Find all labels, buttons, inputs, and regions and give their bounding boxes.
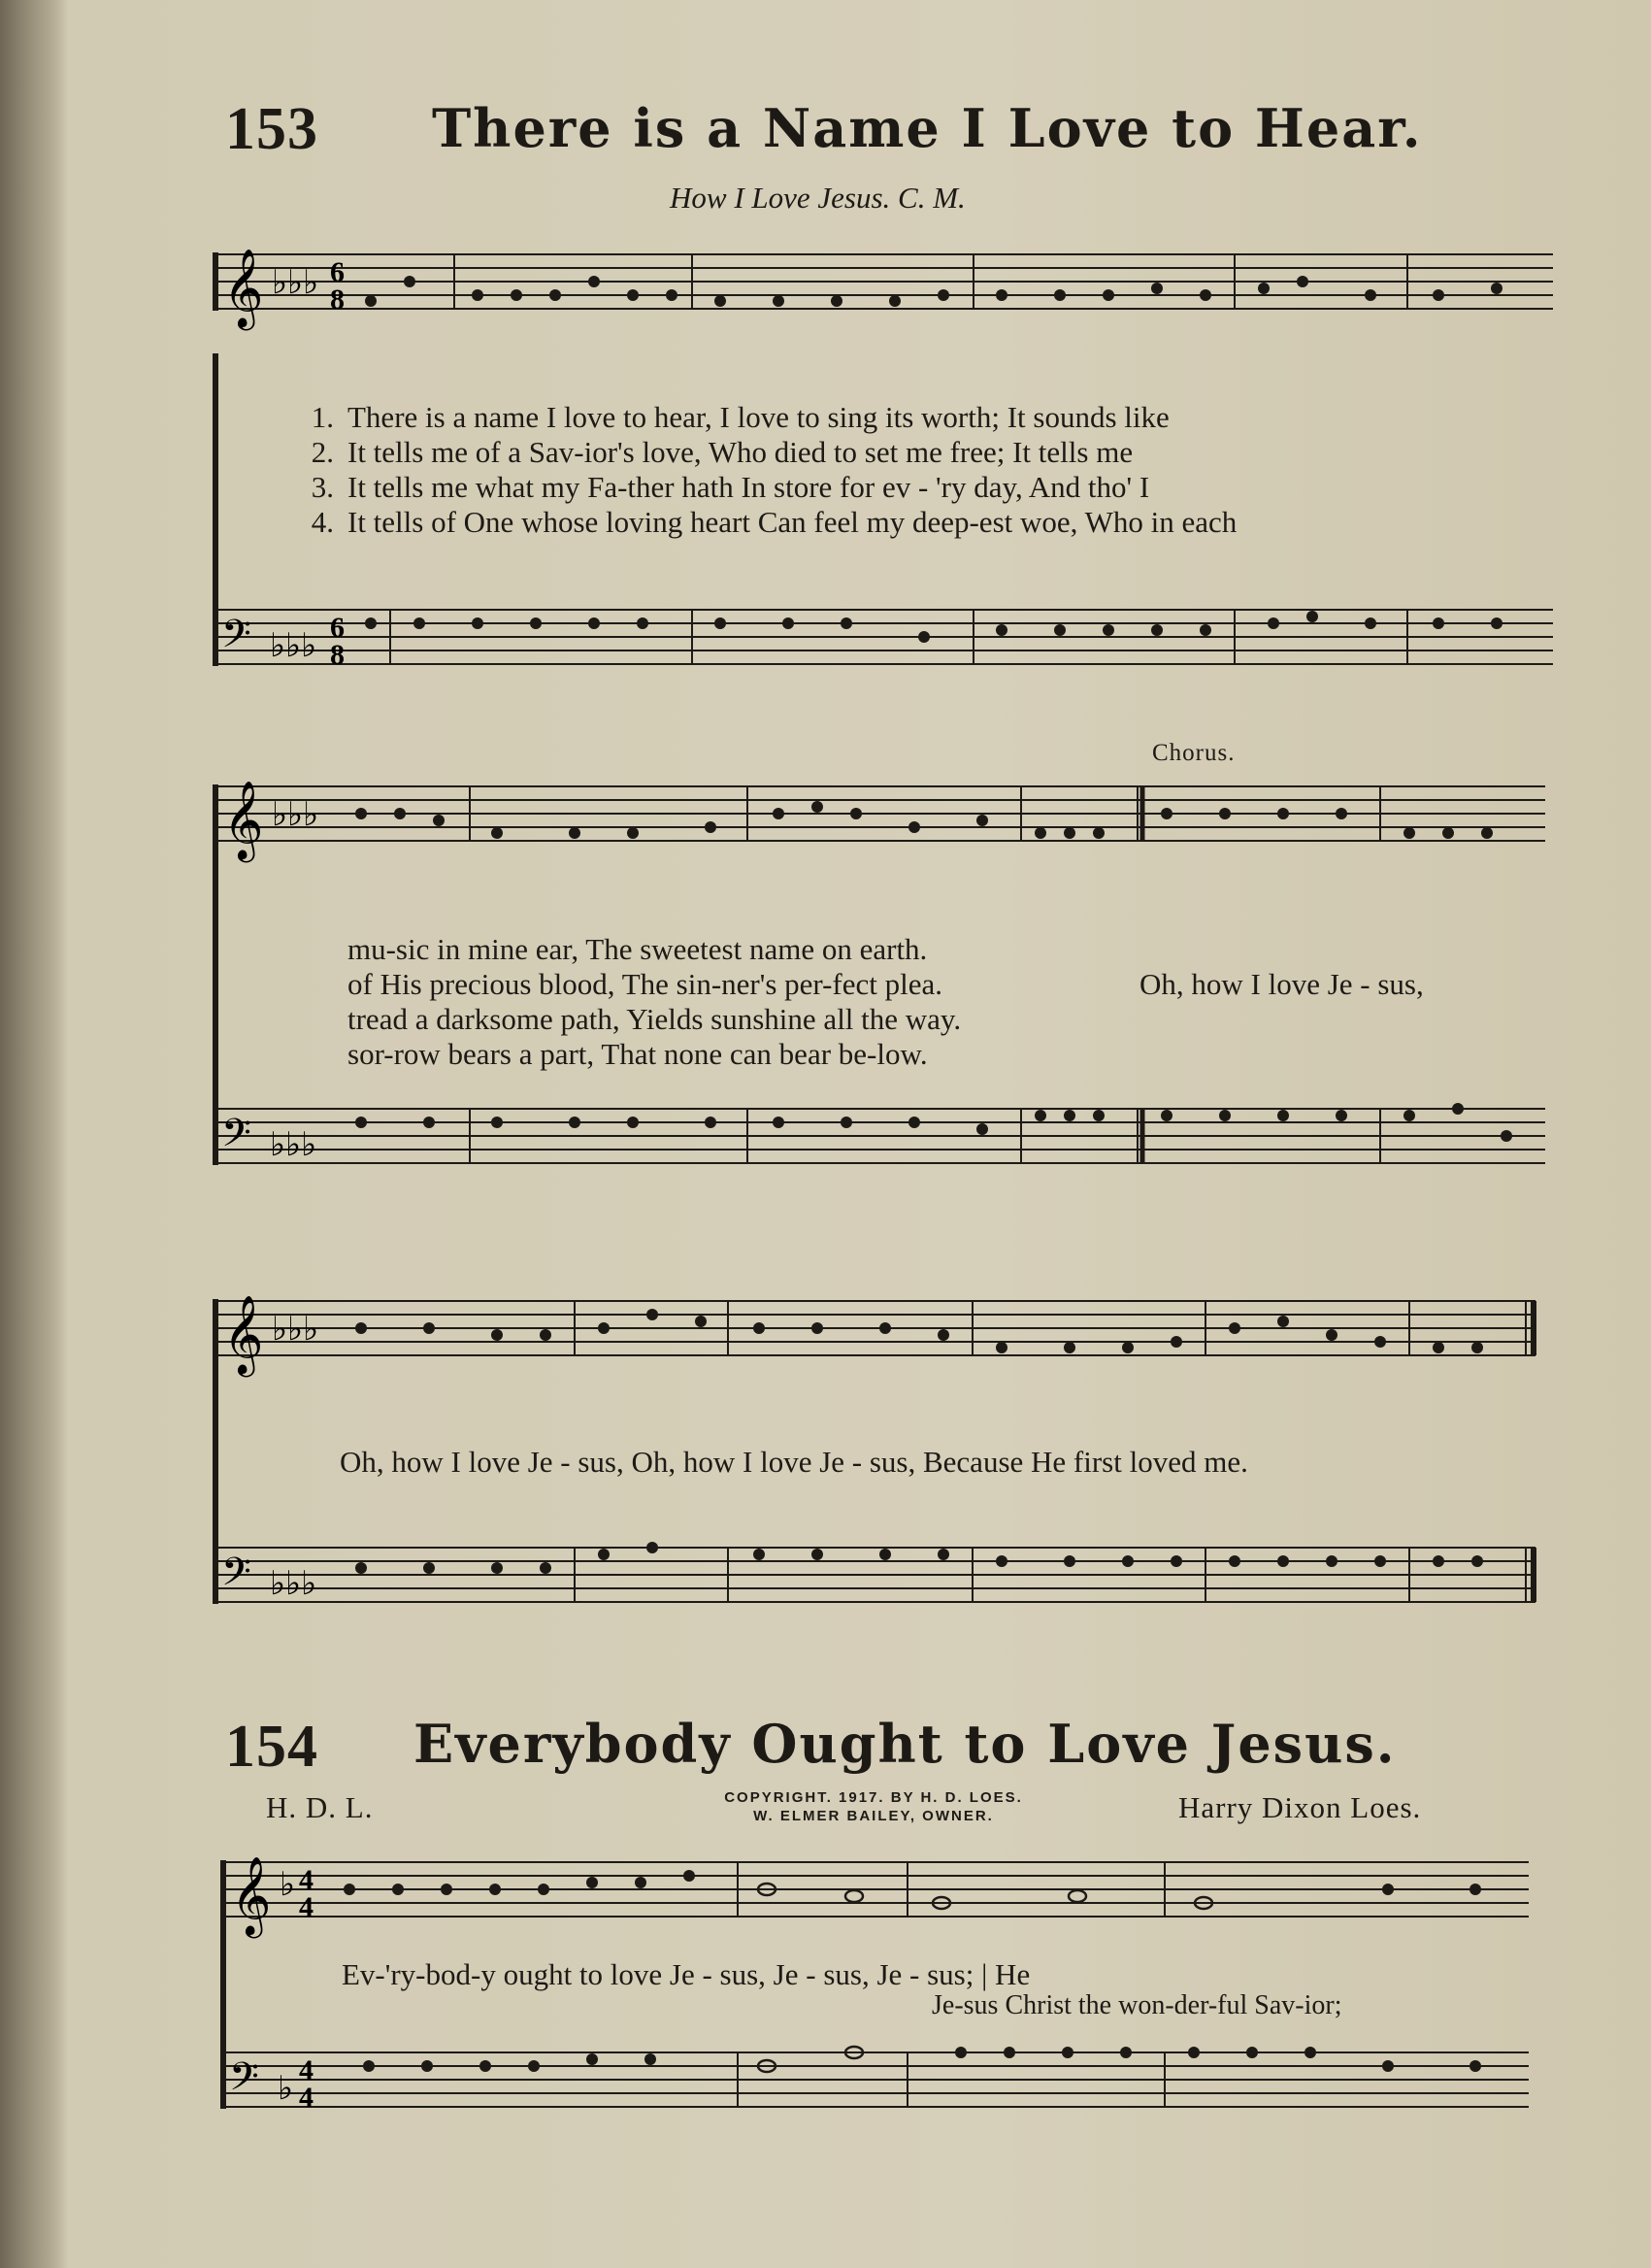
- copyright-line-1: COPYRIGHT. 1917. BY H. D. LOES.: [724, 1789, 1023, 1806]
- svg-text:♭♭♭: ♭♭♭: [272, 1312, 319, 1348]
- svg-text:𝄞: 𝄞: [223, 1294, 264, 1374]
- system-4-treble-staff: [223, 1855, 1543, 1959]
- hymn-154-composer: Harry Dixon Loes.: [1178, 1790, 1422, 1824]
- hymn-154-number: 154: [225, 1714, 318, 1780]
- verse-1-line: There is a name I love to hear, I love to sing its worth; It sounds like: [347, 400, 1170, 434]
- svg-text:6: 6: [330, 256, 345, 288]
- svg-text:𝄢: 𝄢: [229, 2054, 259, 2109]
- system-1-treble-staff: [215, 248, 1555, 361]
- svg-text:𝄞: 𝄞: [231, 1855, 272, 1935]
- chorus-line-1: Oh, how I love Je - sus,: [1139, 967, 1424, 1001]
- svg-text:♭♭♭: ♭♭♭: [272, 797, 319, 833]
- verse-3-continuation: tread a darksome path, Yields sunshine all the way.: [347, 1002, 962, 1036]
- hymn-153-title: There is a Name I Love to Hear.: [432, 97, 1423, 159]
- verse-2-continuation: of His precious blood, The sin-ner's per-fect plea.: [347, 967, 943, 1001]
- system-3-treble-staff: [215, 1294, 1555, 1408]
- hymn-153-tune: How I Love Jesus. C. M.: [670, 181, 966, 215]
- svg-text:6: 6: [330, 612, 345, 644]
- verse-3-line: It tells me what my Fa-ther hath In store for ev - 'ry day, And tho' I: [347, 470, 1150, 504]
- svg-text:♭♭♭: ♭♭♭: [270, 1566, 317, 1602]
- hymn-153-number: 153: [225, 96, 318, 162]
- svg-text:4: 4: [299, 2082, 314, 2114]
- svg-text:8: 8: [330, 639, 345, 671]
- verse-number: 2.: [311, 435, 334, 469]
- svg-text:♭♭♭: ♭♭♭: [270, 1127, 317, 1163]
- hymn-153-verses-part1: [301, 400, 1237, 540]
- svg-text:♭♭♭: ♭♭♭: [272, 265, 319, 301]
- system-3-bass-staff: [215, 1548, 1555, 1654]
- chorus-line-2: Oh, how I love Je - sus, Oh, how I love Je - sus, Because He first loved me.: [340, 1445, 1248, 1479]
- verse-number: 1.: [311, 400, 334, 434]
- svg-text:𝄢: 𝄢: [221, 612, 251, 666]
- chorus-label: Chorus.: [1152, 740, 1236, 766]
- hymn-154-copyright: [670, 1788, 1077, 1825]
- svg-text:♭: ♭: [280, 1867, 296, 1903]
- hymn-154-title: Everybody Ought to Love Jesus.: [413, 1713, 1397, 1775]
- svg-text:𝄢: 𝄢: [221, 1550, 251, 1604]
- svg-text:4: 4: [299, 2054, 314, 2086]
- hymn-154-author-initials: H. D. L.: [266, 1790, 374, 1824]
- svg-text:♭♭♭: ♭♭♭: [270, 628, 317, 664]
- verse-1-continuation: mu-sic in mine ear, The sweetest name on earth.: [347, 932, 928, 966]
- verse-4-continuation: sor-row bears a part, That none can bear be-low.: [347, 1037, 928, 1071]
- copyright-line-2: W. ELMER BAILEY, OWNER.: [753, 1808, 994, 1824]
- verse-2-line: It tells me of a Sav-ior's love, Who died to set me free; It tells me: [347, 435, 1134, 469]
- svg-text:8: 8: [330, 284, 345, 316]
- book-gutter: [0, 0, 68, 2268]
- verse-number: 3.: [311, 470, 334, 504]
- verse-number: 4.: [311, 505, 334, 539]
- hymn-153-verses-part2: [347, 932, 961, 1072]
- svg-text:𝄢: 𝄢: [221, 1111, 251, 1165]
- svg-text:4: 4: [299, 1891, 314, 1923]
- svg-text:𝄞: 𝄞: [223, 248, 264, 327]
- svg-text:4: 4: [299, 1864, 314, 1896]
- system-4-bass-staff: [223, 2052, 1543, 2150]
- system-2-bass-staff: [215, 1109, 1555, 1216]
- system-2-treble-staff: [215, 780, 1555, 893]
- hymn-154-lyric-line-2: Je-sus Christ the won-der-ful Sav-ior;: [932, 1990, 1342, 2020]
- svg-text:♭: ♭: [278, 2071, 294, 2107]
- verse-4-line: It tells of One whose loving heart Can feel my deep-est woe, Who in each: [347, 505, 1238, 539]
- hymn-154-lyric-line-1: Ev-'ry-bod-y ought to love Je - sus, Je - sus, Je - sus; | He: [342, 1957, 1031, 1991]
- system-1-bass-staff: [215, 610, 1555, 717]
- svg-text:𝄞: 𝄞: [223, 780, 264, 859]
